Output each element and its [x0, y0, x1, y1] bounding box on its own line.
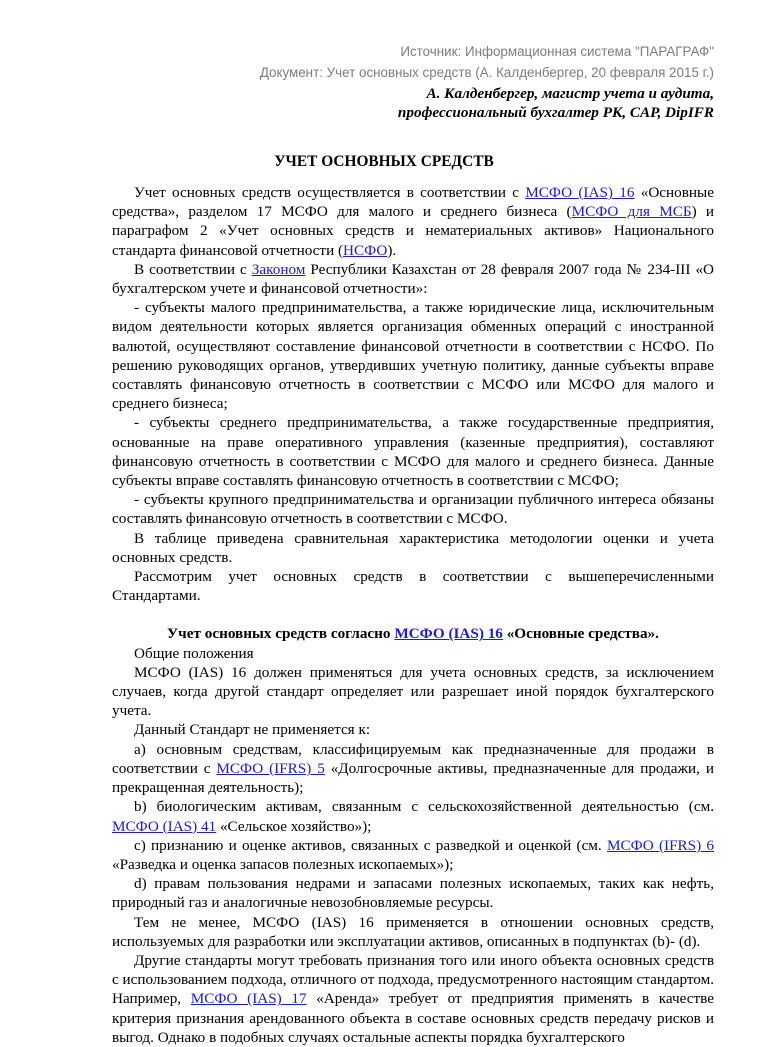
subheading-general: Общие положения — [134, 644, 254, 662]
paragraph-intro: Учет основных средств осуществляется в соответствии с МСФО (IAS) 16 «Основные средства», разделом 17 МСФО для малого и среднего бизнеса (МСФО для МСБ) и параграфом 2 «Учет основных средств и нематериальных активов» Национального стандарта финансовой отчетности (НСФО). — [112, 184, 715, 259]
link-nsfo[interactable]: НСФО — [343, 241, 388, 259]
paragraph-large-business: - субъекты крупного предпринимательства и организации публичного интереса обязаны составлять финансовую отчетность в соответствии с МСФО. — [112, 491, 714, 528]
link-ias17[interactable]: МСФО (IAS) 17 — [190, 990, 307, 1008]
document-line: Документ: Учет основных средств (А. Калденбергер, 20 февраля 2015 г.) — [259, 65, 714, 80]
source-line: Источник: Информационная система "ПАРАГРАФ" — [400, 44, 714, 59]
link-msfo-msb[interactable]: МСФО для МСБ — [571, 203, 692, 221]
paragraph-other-standards: Другие стандарты могут требовать признания того или иного объекта основных средств с использованием подхода, отличного от подхода, предусмотренного настоящим стандартом. Например, МСФО (IAS) 17 «Аренда» требует от предприятия применять в качестве критерия признания арендованного объекта в составе основных средств передачу рисков и выгод. Однако в подобных случаях остальные аспекты порядка бухгалтерского — [112, 951, 715, 1046]
paragraph-scope: МСФО (IAS) 16 должен применяться для учета основных средств, за исключением случаев, когда другой стандарт определяет или разрешает иной порядок бухгалтерского учета. — [112, 663, 714, 720]
document-body — [112, 183, 714, 1047]
author-line-1: А. Калденбергер, магистр учета и аудита, — [426, 85, 714, 102]
document-title: УЧЕТ ОСНОВНЫХ СРЕДСТВ — [274, 153, 494, 170]
paragraph-law: В соответствии с Законом Республики Казахстан от 28 февраля 2007 года № 234-III «О бухгалтерском учете и финансовой отчетности»: — [112, 260, 715, 298]
paragraph-item-a: a) основным средствам, классифицируемым как предназначенные для продажи в соответствии с МСФО (IFRS) 5 «Долгосрочные активы, предназначенные для продажи, и прекращенная деятельность); — [112, 740, 715, 797]
paragraph-small-business: - субъекты малого предпринимательства, а также юридические лица, исключительным видом деятельности которых является организация обменных операций с иностранной валютой, осуществляют составление финансовой отчетности в соответствии с НСФО. По решению руководящих органов, утвердивших учетную политику, данные субъекты вправе составлять финансовую отчетность в соответствии с МСФО или МСФО для малого и среднего бизнеса; — [112, 299, 714, 413]
paragraph-consider: Рассмотрим учет основных средств в соответствии с вышеперечисленными Стандартами. — [112, 568, 714, 605]
paragraph-medium-business: - субъекты среднего предпринимательства, а также государственные предприятия, основанные на праве оперативного управления (казенные предприятия), составляют финансовую отчетность в соответствии с МСФО для малого и среднего бизнеса. Данные субъекты вправе составлять финансовую отчетность в соответствии с МСФО; — [112, 414, 714, 490]
paragraph-table-note: В таблице приведена сравнительная характеристика методологии оценки и учета основных средств. — [112, 529, 714, 566]
link-ifrs6[interactable]: МСФО (IFRS) 6 — [606, 836, 714, 854]
link-law[interactable]: Законом — [251, 260, 306, 278]
paragraph-item-d: d) правам пользования недрами и запасами полезных ископаемых, таких как нефть, природный газ и аналогичные невозобновляемые ресурсы. — [112, 875, 714, 912]
link-ias16[interactable]: МСФО (IAS) 16 — [525, 184, 635, 201]
author-line-2: профессиональный бухгалтер РК, CAP, DipIFR — [397, 104, 714, 121]
link-ias41[interactable]: МСФО (IAS) 41 — [112, 817, 217, 835]
link-ifrs5[interactable]: МСФО (IFRS) 5 — [216, 759, 325, 777]
link-ias16-heading[interactable]: МСФО (IAS) 16 — [394, 625, 503, 643]
paragraph-item-b: b) биологическим активам, связанным с сельскохозяйственной деятельностью (см. МСФО (IAS) 41 «Сельское хозяйство»); — [112, 798, 714, 835]
paragraph-nevertheless: Тем не менее, МСФО (IAS) 16 применяется в отношении основных средств, используемых для разработки или эксплуатации активов, описанных в подпунктах (b)- (d). — [112, 913, 714, 950]
paragraph-item-c: c) признанию и оценке активов, связанных с разведкой и оценкой (см. МСФО (IFRS) 6 «Разведка и оценка запасов полезных ископаемых»); — [112, 836, 714, 873]
paragraph-not-applied: Данный Стандарт не применяется к: — [134, 721, 371, 739]
section-heading: Учет основных средств согласно МСФО (IAS) 16 «Основные средства». — [167, 625, 659, 643]
